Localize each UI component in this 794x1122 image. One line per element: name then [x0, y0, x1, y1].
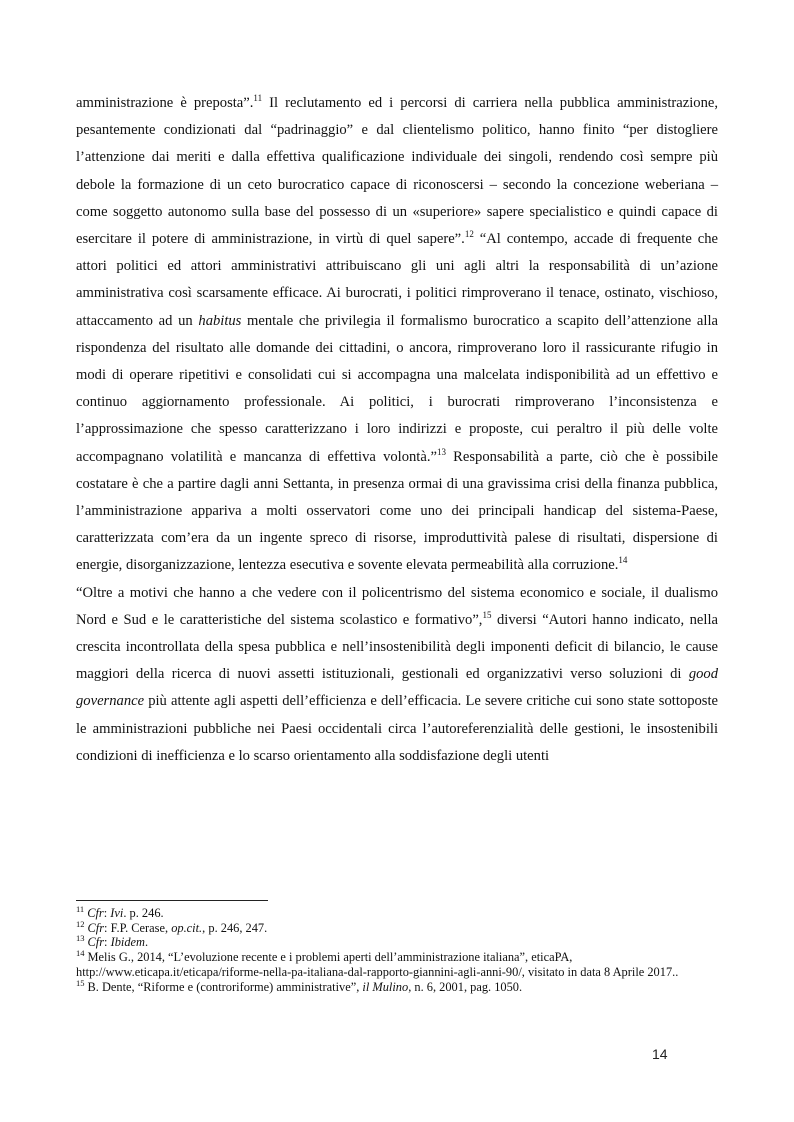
paragraph-2: “Oltre a motivi che hanno a che vedere con il policentrismo del sistema economico e sociale, il dualismo Nord e Sud e le caratteristiche del sistema scolastico e formativo”,$^{15}$ diversi “Autori hanno indicato, nella crescita incontrollata della spesa pubblica e nell’insostenibilità degli imponenti deficit di bilancio, le cause maggiori della ricerca di nuovi assetti istituzionali, gestionali ed organizzativi verso soluzioni di good governance più attente agli aspetti dell’efficienza e dell’efficacia. Le severe critiche cui sono state sottoposte le amministrazioni pubbliche nei Paesi occidentali circa l’autoreferenzialità delle gestioni, le insostenibili condizioni di inefficienza e lo scarso orientamento alla soddisfazione degli utenti [76, 584, 718, 764]
footnote-ref-13[interactable]: 13 [436, 446, 446, 457]
body-text [76, 90, 718, 770]
footnote-14: $^{14}$ Melis G., 2014, “L’evoluzione recente e i problemi aperti dell’amministrazione italiana”, eticaPA, http://www.eticapa.it/eticapa/riforme-nella-pa-italiana-dal-rapporto-giannini-agli-anni-90/, visitato in data 8 Aprile 2017.. [76, 948, 679, 979]
footnote-15: $^{15}$ B. Dente, “Riforme e (controriforme) amministrative”, il Mulino, n. 6, 2001, pag. 1050. [76, 977, 523, 994]
footnote-ref-15[interactable]: 15 [482, 609, 492, 620]
footnote-ref-12[interactable]: 12 [464, 229, 474, 240]
footnote-14-link-text[interactable]: Melis G., 2014, “L’evoluzione recente e i problemi aperti dell’amministrazione italiana”, eticaPA, http://www.eticapa.it/eticapa/riforme-nella-pa-italiana-dal-rapporto-giannini-agli-anni-90/, visitato in data 8 Aprile 2017.. [76, 950, 679, 979]
footnote-ref-14[interactable]: 14 [618, 555, 628, 566]
footnote-12: $^{12}$ Cfr: F.P. Cerase, op.cit., p. 246, 247. [76, 918, 268, 935]
footnote-ref-11[interactable]: 11 [253, 93, 263, 103]
paragraph-1: amministrazione è preposta”.$^{11}$ Il reclutamento ed i percorsi di carriera nella pubblica amministrazione, pesantemente condizionati dal “padrinaggio” e dal clientelismo politico, hanno finito “per distogliere l’attenzione dai meriti e dalla effettiva qualificazione individuale dei singoli, rendendo così sempre più debole la formazione di un ceto burocratico capace di riconoscersi – secondo la concezione weberiana – come soggetto autonomo sulla base del possesso di un «superiore» sapere specialistico e quindi capace di esercitare il potere di amministrazione, in virtù di quel sapere”.$^{12}$ “Al contempo, accade di frequente che attori politici ed attori amministrativi attribuiscano gli uni agli altri la responsabilità di un’azione amministrativa così scarsamente efficace. Ai burocrati, i politici rimproverano il tenace, ostinato, vischioso, attaccamento ad un habitus mentale che privilegia il formalismo burocratico a scapito dell’attenzione alla rispondenza del risultato alle domande dei cittadini, o ancora, rimproverano loro il rassicurante rifugio in modi di operare ripetitivi e consolidati cui si accompagna una malcelata indisponibilità ad un effettivo e continuo aggiornamento professionale. Ai politici, i burocrati rimproverano l’inconsistenza e l’approssimazione che spesso caratterizzano i loro indirizzi e proposte, cui peraltro il più delle volte accompagnano volatilità e mancanza di effettiva volontà.”$^{13}$ Responsabilità a parte, ciò che è possibile costatare è che a partire dagli anni Settanta, in presenza ormai di una gravissima crisi della finanza pubblica, l’amministrazione appariva a molti osservatori come uno dei principali handicap del sistema-Paese, caratterizzata com’era da un ingente spreco di risorse, improduttività palese di risultati, dispersione di energie, disorganizzazione, lentezza esecutiva e sovente elevata permeabilità alla corruzione.$^{14}$ [76, 93, 718, 574]
page-number: 14 [652, 1046, 668, 1062]
footnote-13: $^{13}$ Cfr: Ibidem. [76, 933, 149, 950]
footnote-11: $^{11}$ Cfr: Ivi. p. 246. [76, 904, 164, 920]
footnotes [76, 906, 718, 994]
footnote-separator [76, 900, 268, 901]
